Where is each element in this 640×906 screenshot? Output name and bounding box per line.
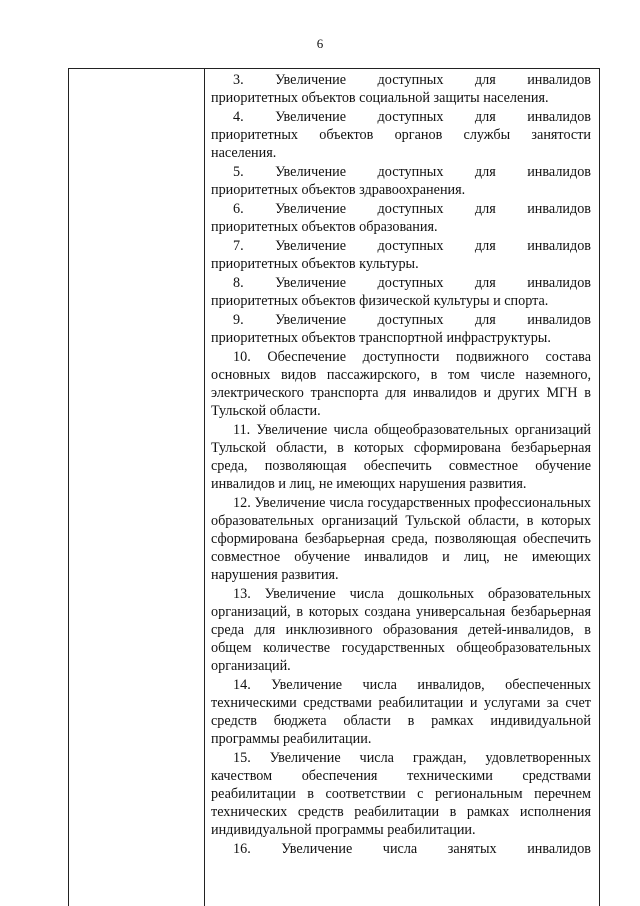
list-item <box>211 163 591 199</box>
item-line: населения. <box>211 145 277 161</box>
list-item <box>211 348 591 420</box>
item-line: приоритетных объектов здравоохранения. <box>211 182 466 198</box>
item-text: 10. Обеспечение доступности подвижного состава основных видов пассажирского, в том числе наземного, электрического транспорта для инвалидов и других МГН в Тульской области. <box>211 349 591 419</box>
item-text: 11. Увеличение числа общеобразовательных организаций Тульской области, в которых сформирована безбарьерная среда, позволяющая обеспечить совместное обучение инвалидов и лиц, не имеющих нарушения развития. <box>211 422 591 492</box>
indicators-list <box>211 71 591 859</box>
list-item <box>211 749 591 839</box>
item-text: 14. Увеличение числа инвалидов, обеспеченных техническими средствами реабилитации и услугами за счет средств бюджета области в рамках индивидуальной программы реабилитации. <box>211 677 591 747</box>
list-item <box>211 108 591 162</box>
table-left-column-cell <box>69 69 204 906</box>
item-line: приоритетных объектов образования. <box>211 219 438 235</box>
list-item <box>211 840 591 858</box>
list-item <box>211 274 591 310</box>
list-item <box>211 494 591 584</box>
item-line: 6. Увеличение доступных для инвалидов <box>233 201 591 217</box>
item-line: 9. Увеличение доступных для инвалидов <box>233 312 591 328</box>
list-item <box>211 585 591 675</box>
item-line: 7. Увеличение доступных для инвалидов <box>233 238 591 254</box>
item-line: приоритетных объектов транспортной инфраструктуры. <box>211 330 551 346</box>
item-line: приоритетных объектов культуры. <box>211 256 419 272</box>
page-number: 6 <box>316 36 324 51</box>
item-line: 8. Увеличение доступных для инвалидов <box>233 275 591 291</box>
document-table <box>68 68 600 906</box>
list-item <box>211 237 591 273</box>
list-item <box>211 200 591 236</box>
item-line: 5. Увеличение доступных для инвалидов <box>233 164 591 180</box>
item-text: 12. Увеличение числа государственных профессиональных образовательных организаций Тульской области, в которых сформирована безбарьерная среда, позволяющая обеспечить совместное обучение инвалидов и лиц, не имеющих нарушения развития. <box>211 495 591 583</box>
column-divider <box>204 69 205 906</box>
list-item <box>211 676 591 748</box>
item-text: 16. Увеличение числа занятых инвалидов <box>233 841 591 857</box>
item-text: 15. Увеличение числа граждан, удовлетворенных качеством обеспечения техническими средствами реабилитации в соответствии с региональным перечнем технических средств реабилитации в рамках исполнения индивидуальной программы реабилитации. <box>211 750 591 838</box>
item-line: приоритетных объектов социальной защиты населения. <box>211 90 549 106</box>
list-item <box>211 421 591 493</box>
item-line: 3. Увеличение доступных для инвалидов <box>233 72 591 88</box>
item-line: 4. Увеличение доступных для инвалидов <box>233 109 591 125</box>
item-text: 13. Увеличение числа дошкольных образовательных организаций, в которых создана универсальная безбарьерная среда для инклюзивного образования детей-инвалидов, в общем количестве государственных общеобразовательных организаций. <box>211 586 591 674</box>
list-item <box>211 311 591 347</box>
item-line: приоритетных объектов физической культуры и спорта. <box>211 293 549 309</box>
item-line: приоритетных объектов органов службы занятости <box>211 127 591 143</box>
list-item <box>211 71 591 107</box>
